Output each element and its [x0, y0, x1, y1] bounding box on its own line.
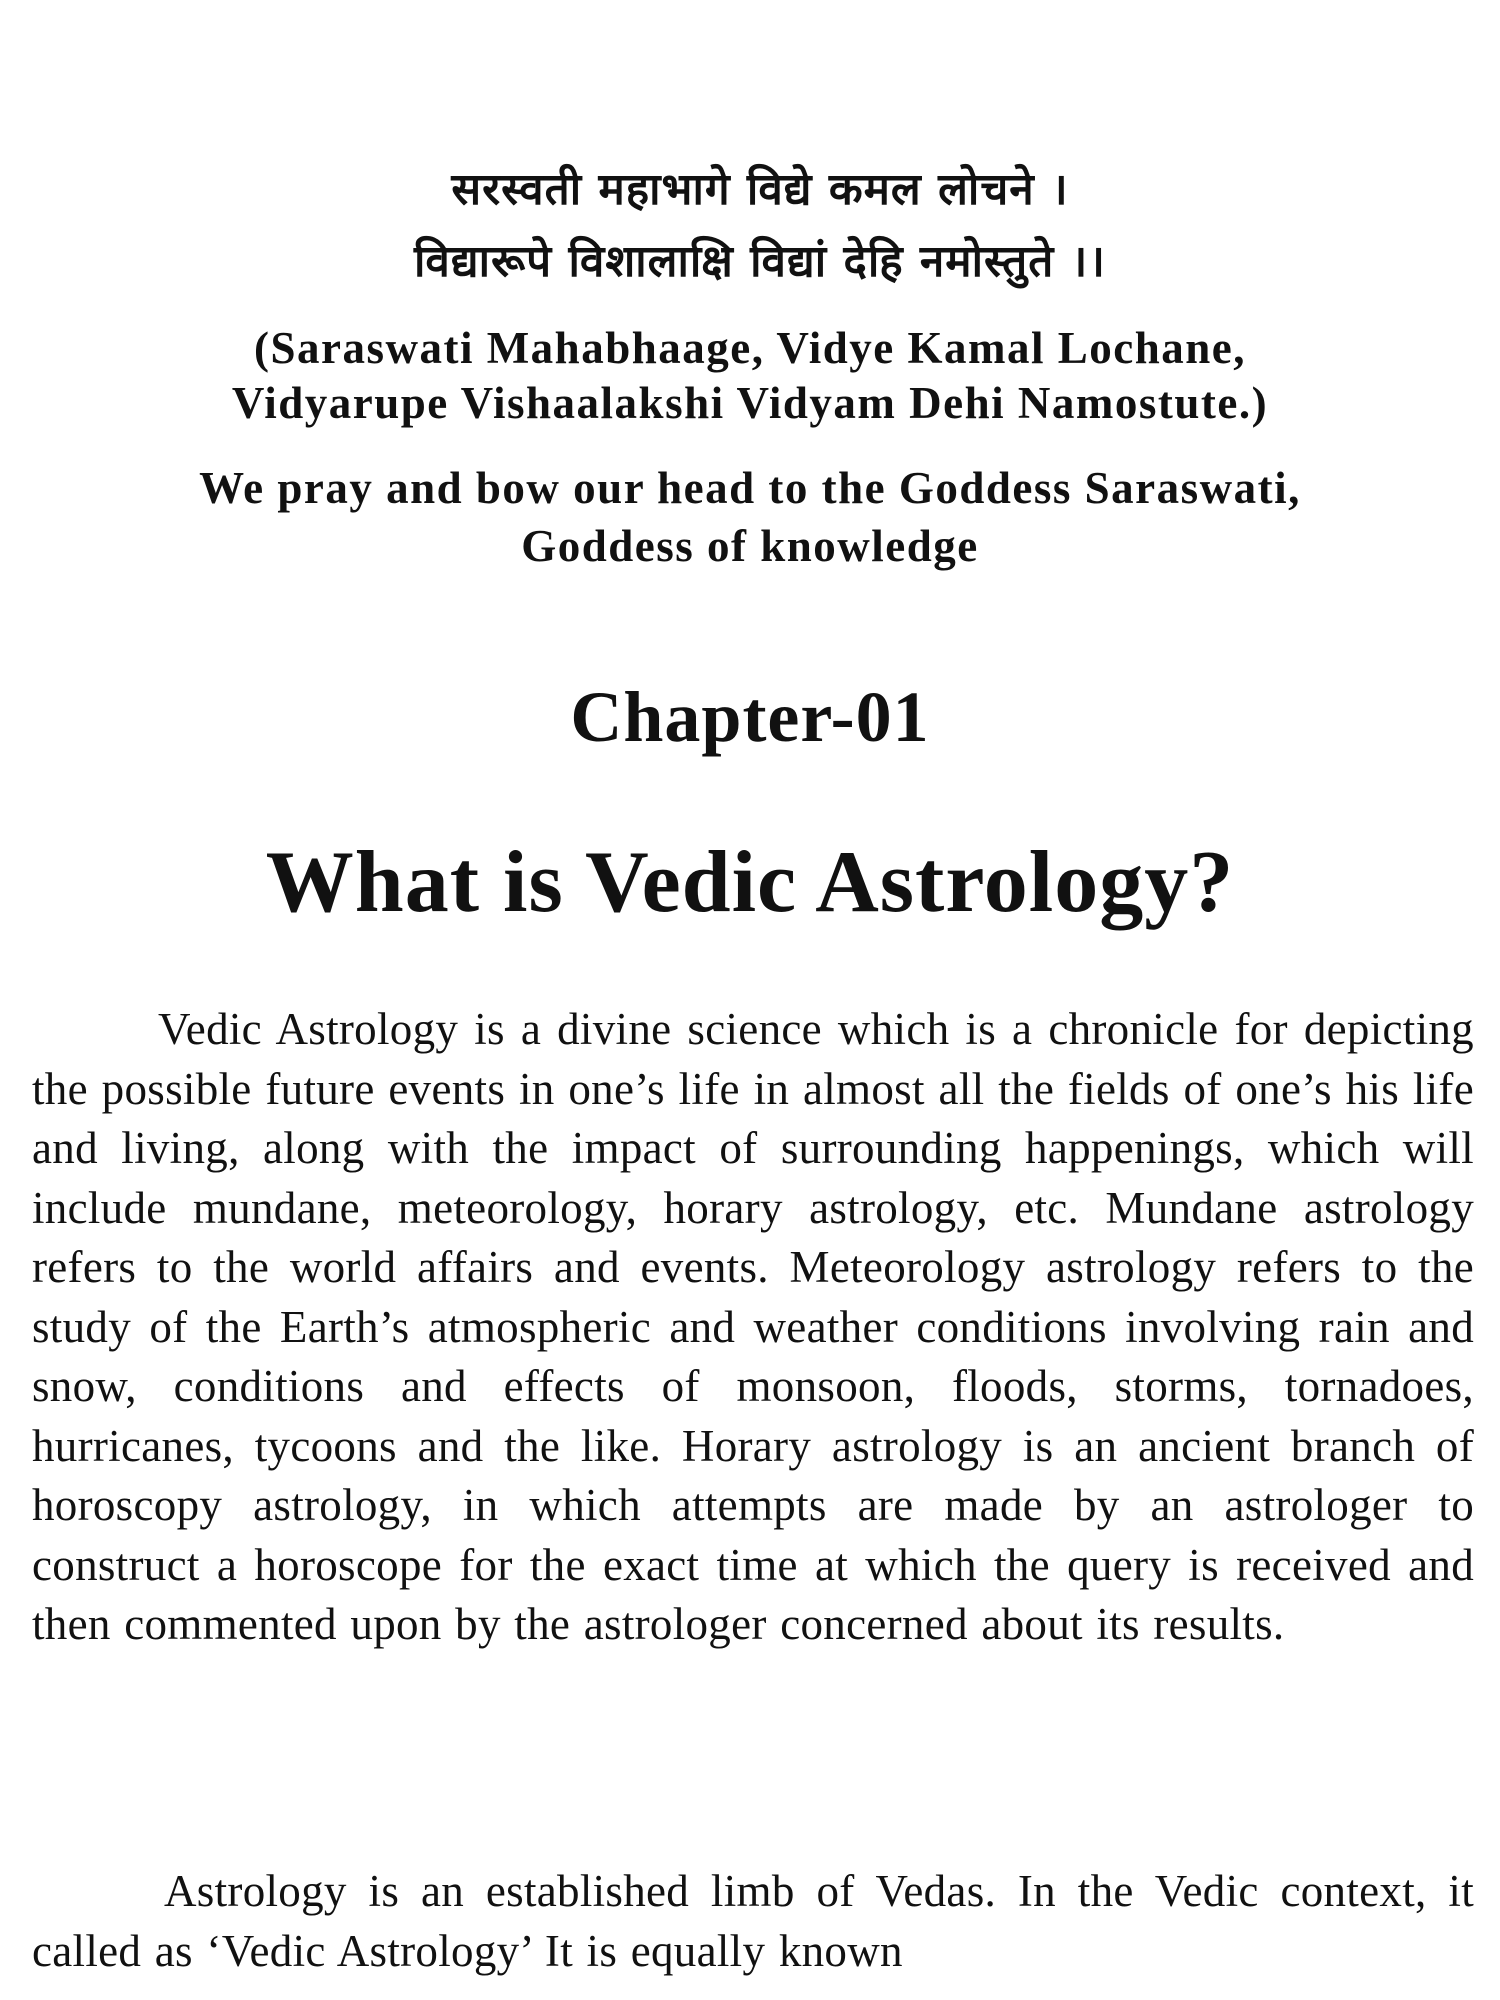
meaning-line-2: Goddess of knowledge [521, 521, 979, 571]
transliteration-line-2: Vidyarupe Vishaalakshi Vidyam Dehi Namostute.) [231, 378, 1269, 428]
body-paragraph-2: Astrology is an established limb of Vedas. In the Vedic context, it called as ‘Vedic Astrology’ It is equally known [32, 1866, 1474, 1976]
body-paragraph-1: Vedic Astrology is a divine science which is a chronicle for depicting the possible future events in one’s life in almost all the fields of one’s his life and living, along with the impact of surrounding happenings, which will include mundane, meteorology, horary astrology, etc. Mundane astrology refers to the world affairs and events. Meteorology astrology refers to the study of the Earth’s atmospheric and weather conditions involving rain and snow, conditions and effects of monsoon, floods, storms, tornadoes, hurricanes, tycoons and the like. Horary astrology is an ancient branch of horoscopy astrology, in which attempts are made by an astrologer to construct a horoscope for the exact time at which the query is received and then commented upon by the astrologer concerned about its results. [32, 1004, 1474, 1649]
chapter-title: What is Vedic Astrology? [265, 834, 1235, 931]
sanskrit-shloka-line-2: विद्यारूपे विशालाक्षि विद्यां देहि नमोस्तुते ।। [414, 236, 1106, 287]
transliteration-line-1: (Saraswati Mahabhaage, Vidye Kamal Lochane, [253, 323, 1247, 373]
chapter-number: Chapter-01 [570, 677, 930, 757]
sanskrit-shloka-line-1: सरस्वती महाभागे विद्ये कमल लोचने । [451, 164, 1069, 215]
meaning-line-1: We pray and bow our head to the Goddess Saraswati, [199, 463, 1301, 513]
